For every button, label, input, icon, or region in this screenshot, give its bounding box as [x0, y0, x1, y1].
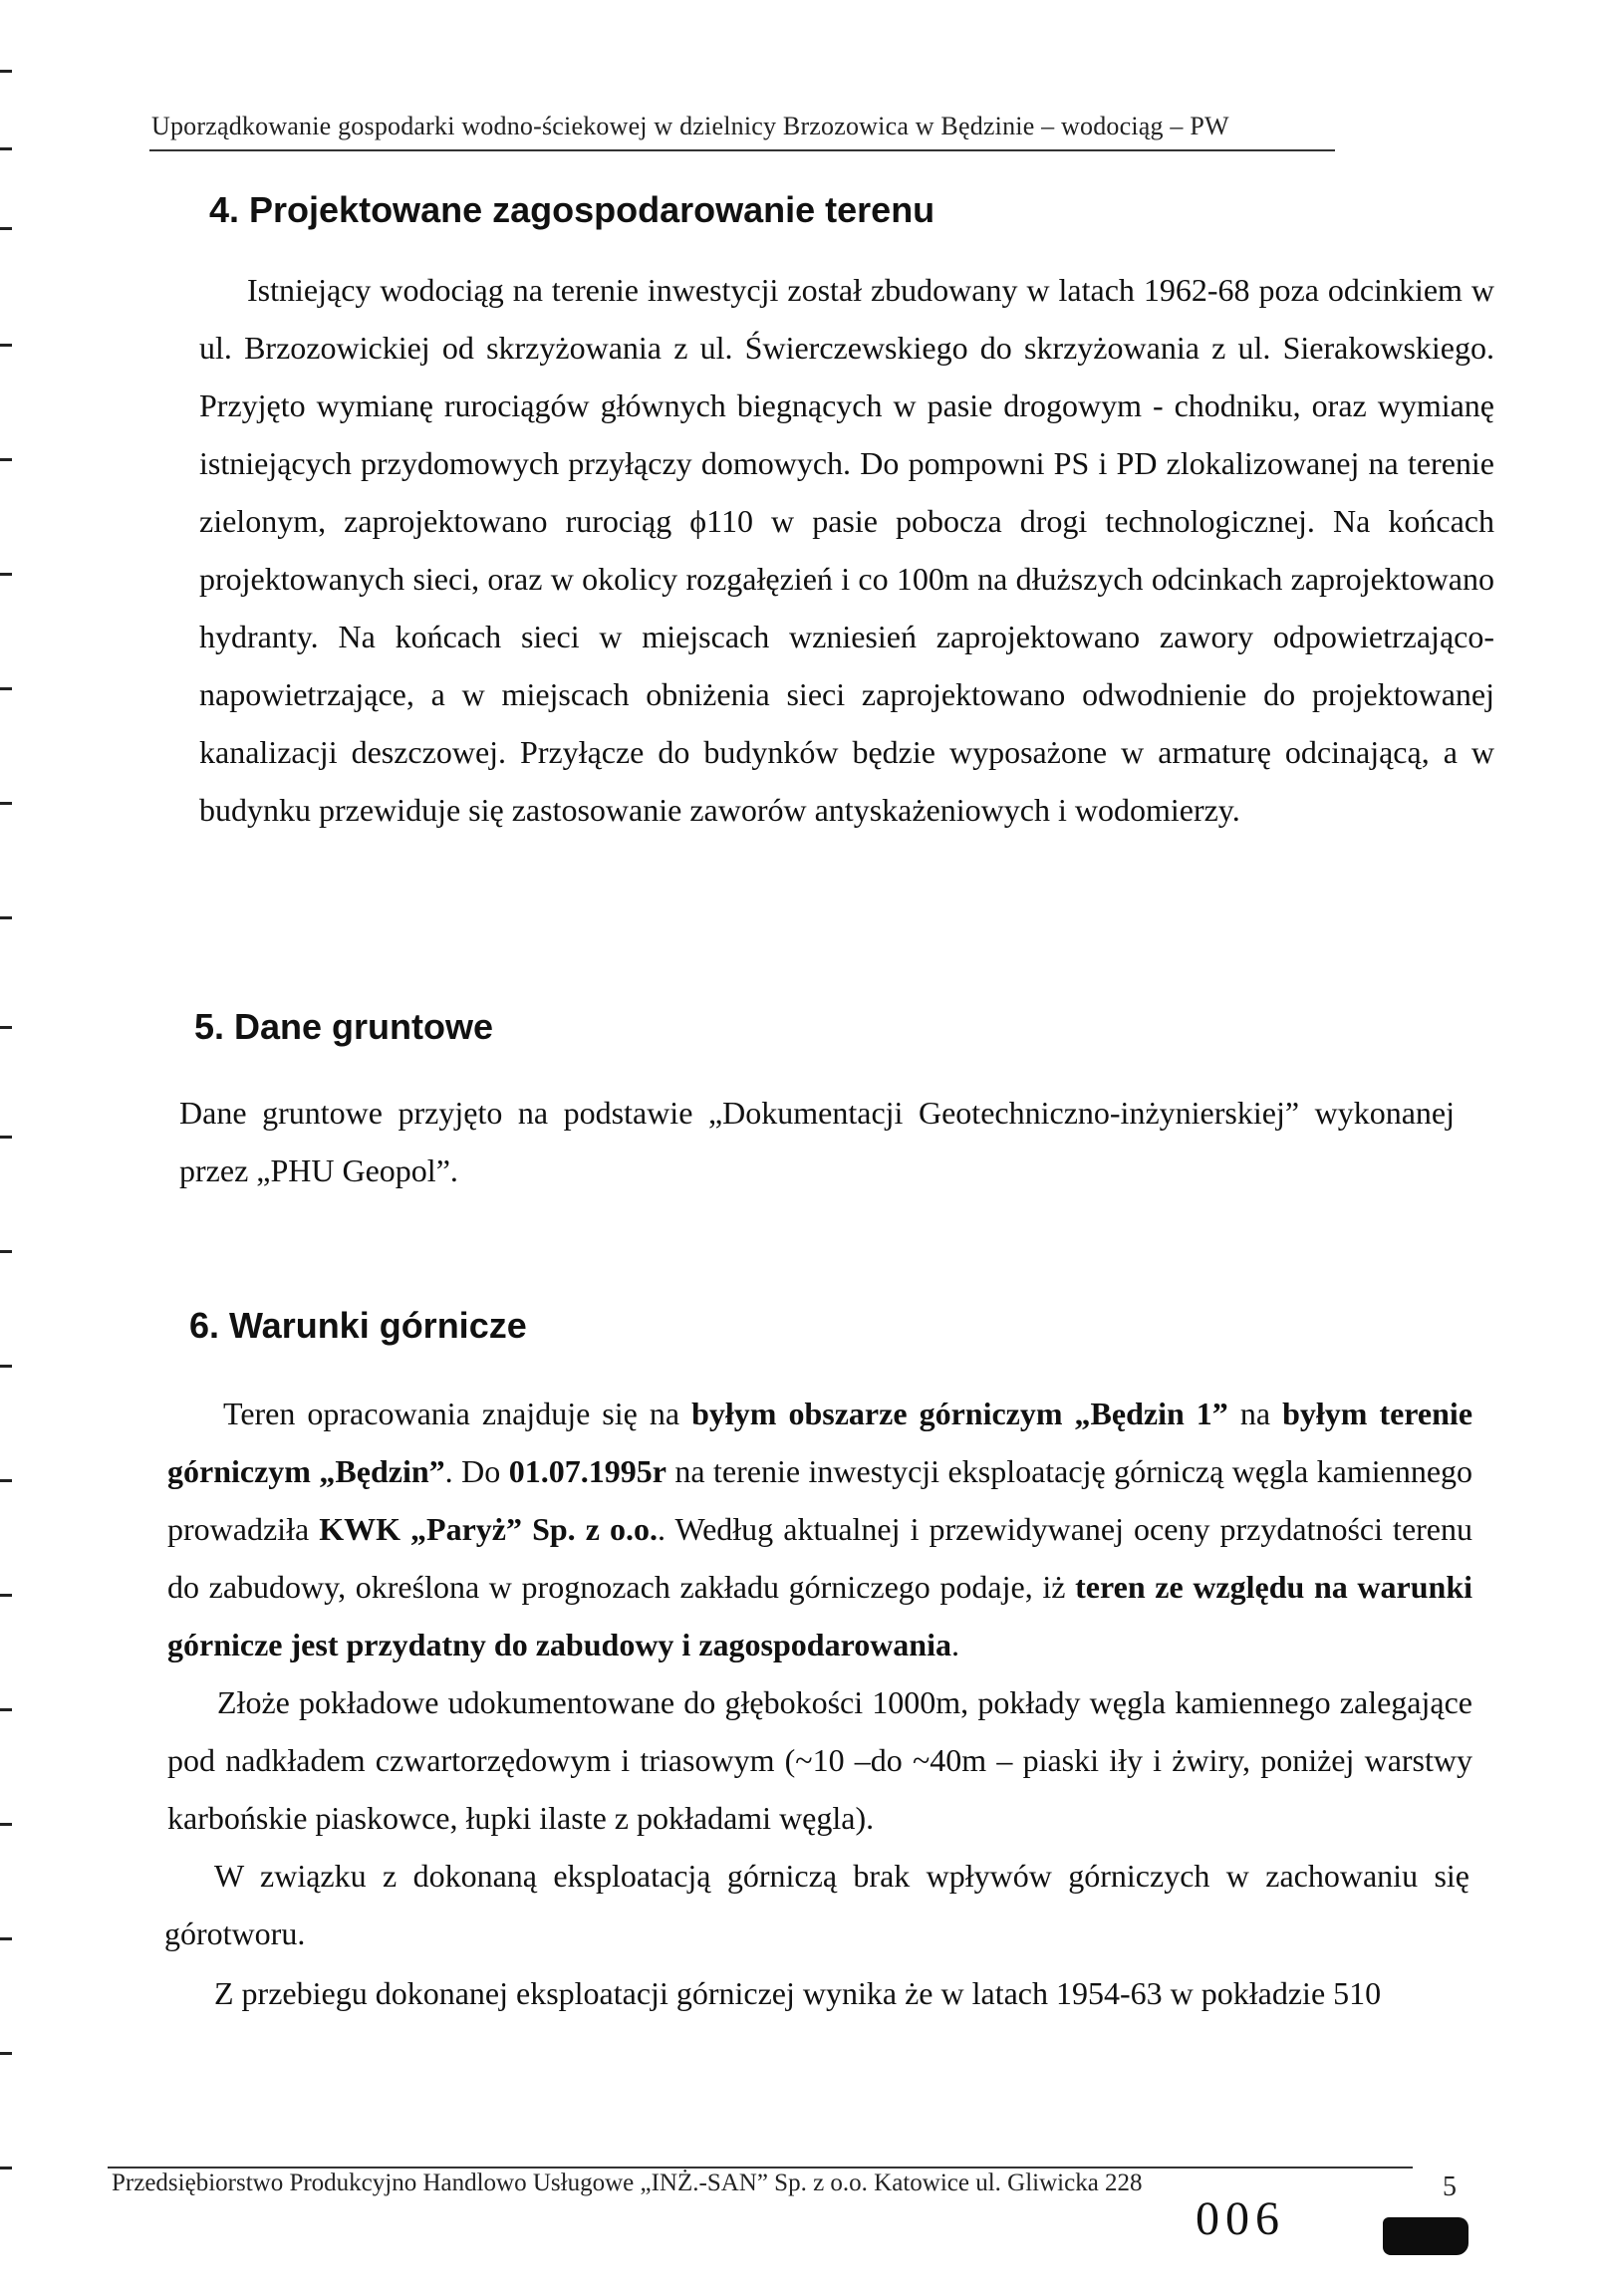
bold-text: KWK „Paryż” Sp. z o.o.	[319, 1511, 658, 1547]
page-number: 5	[1443, 2171, 1457, 2202]
section-6-paragraph-2	[167, 1673, 1472, 1847]
header-rule	[149, 149, 1335, 151]
black-mark	[1383, 2217, 1468, 2255]
margin-tick	[0, 1594, 12, 1597]
paragraph-text: Z przebiegu dokonanej eksploatacji górniczej wynika że w latach 1954-63 w pokładzie 510	[214, 1975, 1382, 2011]
paragraph-text: Teren opracowania znajduje się na	[223, 1396, 692, 1431]
paragraph-text: Złoże pokładowe udokumentowane do głębokości 1000m, pokłady węgla kamiennego zalegające pod nadkładem czwartorzędowym i triasowym (~10 –do ~40m – piaski iły i żwiry, poniżej warstwy karbońskie piaskowce, łupki ilaste z pokładami węgla).	[167, 1684, 1472, 1836]
margin-tick	[0, 227, 12, 230]
margin-tick	[0, 1250, 12, 1253]
section-6-paragraph-1	[167, 1385, 1472, 1673]
margin-tick	[0, 573, 12, 576]
margin-tick	[0, 1823, 12, 1826]
margin-tick	[0, 147, 12, 150]
paragraph-text: na terenie inwestycji eksploatację górniczą węgla kamiennego prowadziła	[167, 1453, 1473, 1547]
paragraph-text: . Według aktualnej i przewidywanej oceny przydatności terenu do zabudowy, określona w prognozach zakładu górniczego podaje, iż	[167, 1511, 1473, 1605]
running-header: Uporządkowanie gospodarki wodno-ściekowej w dzielnicy Brzozowica w Będzinie – wodociąg – PW	[151, 112, 1229, 140]
paragraph-text: Istniejący wodociąg na terenie inwestycji został zbudowany w latach 1962-68 poza odcinkiem w ul. Brzozowickiej od skrzyżowania z ul. Świerczewskiego do skrzyżowania z ul. Sierakowskiego. Przyjęto wymianę rurociągów głównych biegnących w pasie drogowym - chodniku, oraz wymianę istniejących przydomowych przyłączy domowych. Do pompowni PS i PD zlokalizowanej na terenie zielonym, zaprojektowano rurociąg ϕ110 w pasie pobocza drogi technologicznej. Na końcach projektowanych sieci, oraz w okolicy rozgałęzień i co 100m na dłuższych odcinkach zaprojektowano hydranty. Na końcach sieci w miejscach wzniesień zaprojektowano zawory odpowietrzająco- napowietrzające, a w miejscach obniżenia sieci zaprojektowano odwodnienie do projektowanej kanalizacji deszczowej. Przyłącze do budynków będzie wyposażone w armaturę odcinającą, a w budynku przewiduje się zastosowanie zaworów antyskażeniowych i wodomierzy.	[199, 272, 1494, 828]
footer-company: Przedsiębiorstwo Produkcyjno Handlowo Usługowe „INŻ.-SAN” Sp. z o.o. Katowice ul. Gliwicka 228	[112, 2169, 1143, 2196]
paragraph-text: na	[1227, 1396, 1283, 1431]
paragraph-text: .	[950, 1627, 959, 1662]
margin-tick	[0, 1026, 12, 1029]
section-6-paragraph-3	[164, 1847, 1469, 1962]
paragraph-text: W związku z dokonaną eksploatacją górniczą brak wpływów górniczych w zachowaniu się górotworu.	[164, 1858, 1469, 1951]
bold-text: byłym obszarze górniczym „Będzin 1”	[691, 1396, 1228, 1431]
section-heading-4: 4. Projektowane zagospodarowanie terenu	[209, 189, 935, 230]
margin-tick	[0, 802, 12, 805]
section-heading-6: 6. Warunki górnicze	[189, 1305, 527, 1346]
margin-tick	[0, 2167, 12, 2169]
paragraph-text: . Do	[444, 1453, 509, 1489]
margin-tick	[0, 70, 12, 73]
margin-tick	[0, 458, 12, 461]
margin-tick	[0, 687, 12, 690]
margin-tick	[0, 1136, 12, 1139]
section-5-paragraph	[179, 1084, 1455, 1199]
margin-tick	[0, 2052, 12, 2055]
margin-tick	[0, 344, 12, 347]
section-6-paragraph-4	[164, 1964, 1469, 2022]
paragraph-text: Dane gruntowe przyjęto na podstawie „Dokumentacji Geotechniczno-inżynierskiej” wykonanej przez „PHU Geopol”.	[179, 1095, 1455, 1188]
margin-tick	[0, 1365, 12, 1368]
margin-tick	[0, 1937, 12, 1940]
section-heading-5: 5. Dane gruntowe	[194, 1006, 494, 1047]
margin-tick	[0, 1479, 12, 1482]
bold-text: byłym terenie górniczym „Będzin”	[167, 1396, 1473, 1489]
stamp-number: 006	[1196, 2192, 1285, 2245]
bold-text: teren ze względu na warunki górnicze jest przydatny do zabudowy i zagospodarowania	[167, 1569, 1473, 1662]
margin-tick	[0, 916, 12, 919]
footer-rule	[108, 2167, 1413, 2168]
bold-text: 01.07.1995r	[508, 1453, 667, 1489]
section-4-paragraph	[199, 261, 1494, 839]
margin-tick	[0, 1708, 12, 1711]
